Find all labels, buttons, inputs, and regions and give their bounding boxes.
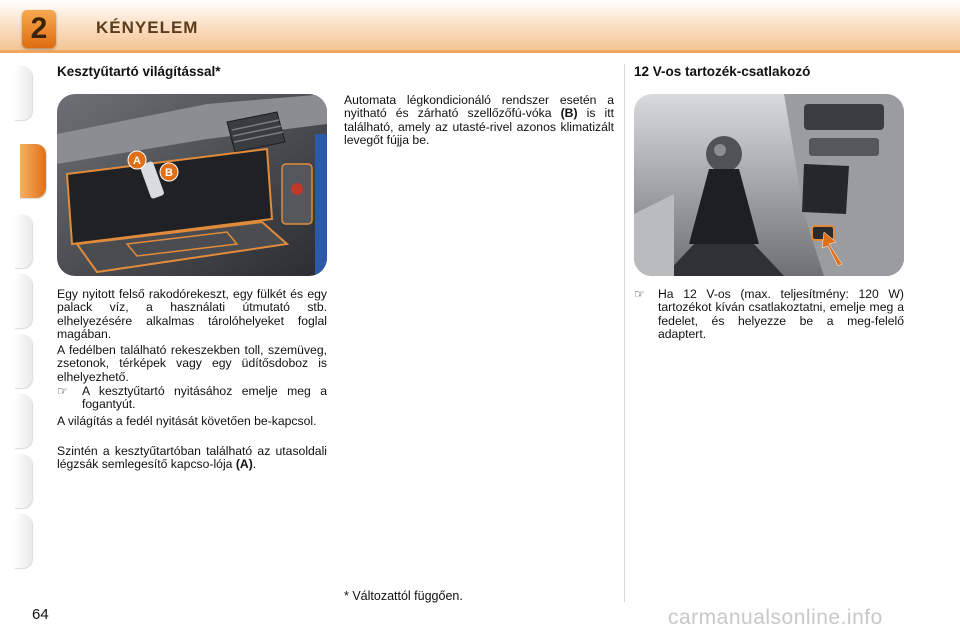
vent-para: Automata légkondicionáló rendszer esetén a nyitható és zárható szellőzőfú-vóka (B) is itt található, amely az utasté-rivel azonos klimatizált levegőt fújja be. xyxy=(344,93,614,148)
chapter-tab[interactable] xyxy=(14,334,32,388)
chapter-title: KÉNYELEM xyxy=(96,18,199,37)
chapter-tab-strip xyxy=(14,66,34,576)
glovebox-illustration xyxy=(57,94,327,276)
glovebox-bullet-1: ☞ A kesztyűtartó nyitásához emelje meg a fogantyút. xyxy=(57,384,327,412)
glovebox-heading: Kesztyűtartó világítással* xyxy=(57,64,221,79)
socket-bullet-1: ☞ Ha 12 V-os (max. teljesítmény: 120 W) tartozékot kíván csatlakoztatni, emelje meg a fedelet, és helyezze be a meg-felelő adaptert. xyxy=(634,287,904,342)
chapter-tab-active[interactable] xyxy=(20,144,46,198)
glovebox-para-1: Egy nyitott felső rakodórekeszt, egy fülkét és egy palack víz, a használati útmutató stb. elhelyezésére alkalmas tárolóhelyeket foglal magában. xyxy=(57,287,327,342)
label-b: B xyxy=(165,167,173,179)
header-underline xyxy=(0,50,960,53)
glovebox-para-3: A világítás a fedél nyitását követően be-kapcsol. xyxy=(57,414,317,428)
label-a: A xyxy=(133,155,141,167)
ref-b: (B) xyxy=(560,106,578,121)
glovebox-photo xyxy=(57,94,327,276)
pointing-hand-icon: ☞ xyxy=(57,384,68,398)
chapter-tab[interactable] xyxy=(14,514,32,568)
chapter-tab[interactable] xyxy=(14,274,32,328)
glovebox-para-4: Szintén a kesztyűtartóban található az utasoldali légzsák semlegesítő kapcso-lója (A). xyxy=(57,444,327,472)
socket-photo xyxy=(634,94,904,276)
chapter-tab[interactable] xyxy=(14,214,32,268)
socket-heading: 12 V-os tartozék-csatlakozó xyxy=(634,64,811,79)
glovebox-para-2: A fedélben található rekeszekben toll, szemüveg, zsetonok, térképek vagy egy üdítősdoboz is elhelyezhető. xyxy=(57,343,327,384)
ref-a: (A) xyxy=(235,457,253,472)
chapter-tab[interactable] xyxy=(14,394,32,448)
watermark: carmanualsonline.info xyxy=(668,606,883,629)
chapter-number-badge: 2 xyxy=(22,10,56,48)
socket-illustration xyxy=(634,94,904,276)
column-divider xyxy=(624,64,625,602)
page-number: 64 xyxy=(32,606,49,623)
footnote: * Változattól függően. xyxy=(344,589,463,603)
chapter-tab[interactable] xyxy=(14,66,32,120)
pointing-hand-icon: ☞ xyxy=(634,287,645,301)
chapter-tab[interactable] xyxy=(14,454,32,508)
